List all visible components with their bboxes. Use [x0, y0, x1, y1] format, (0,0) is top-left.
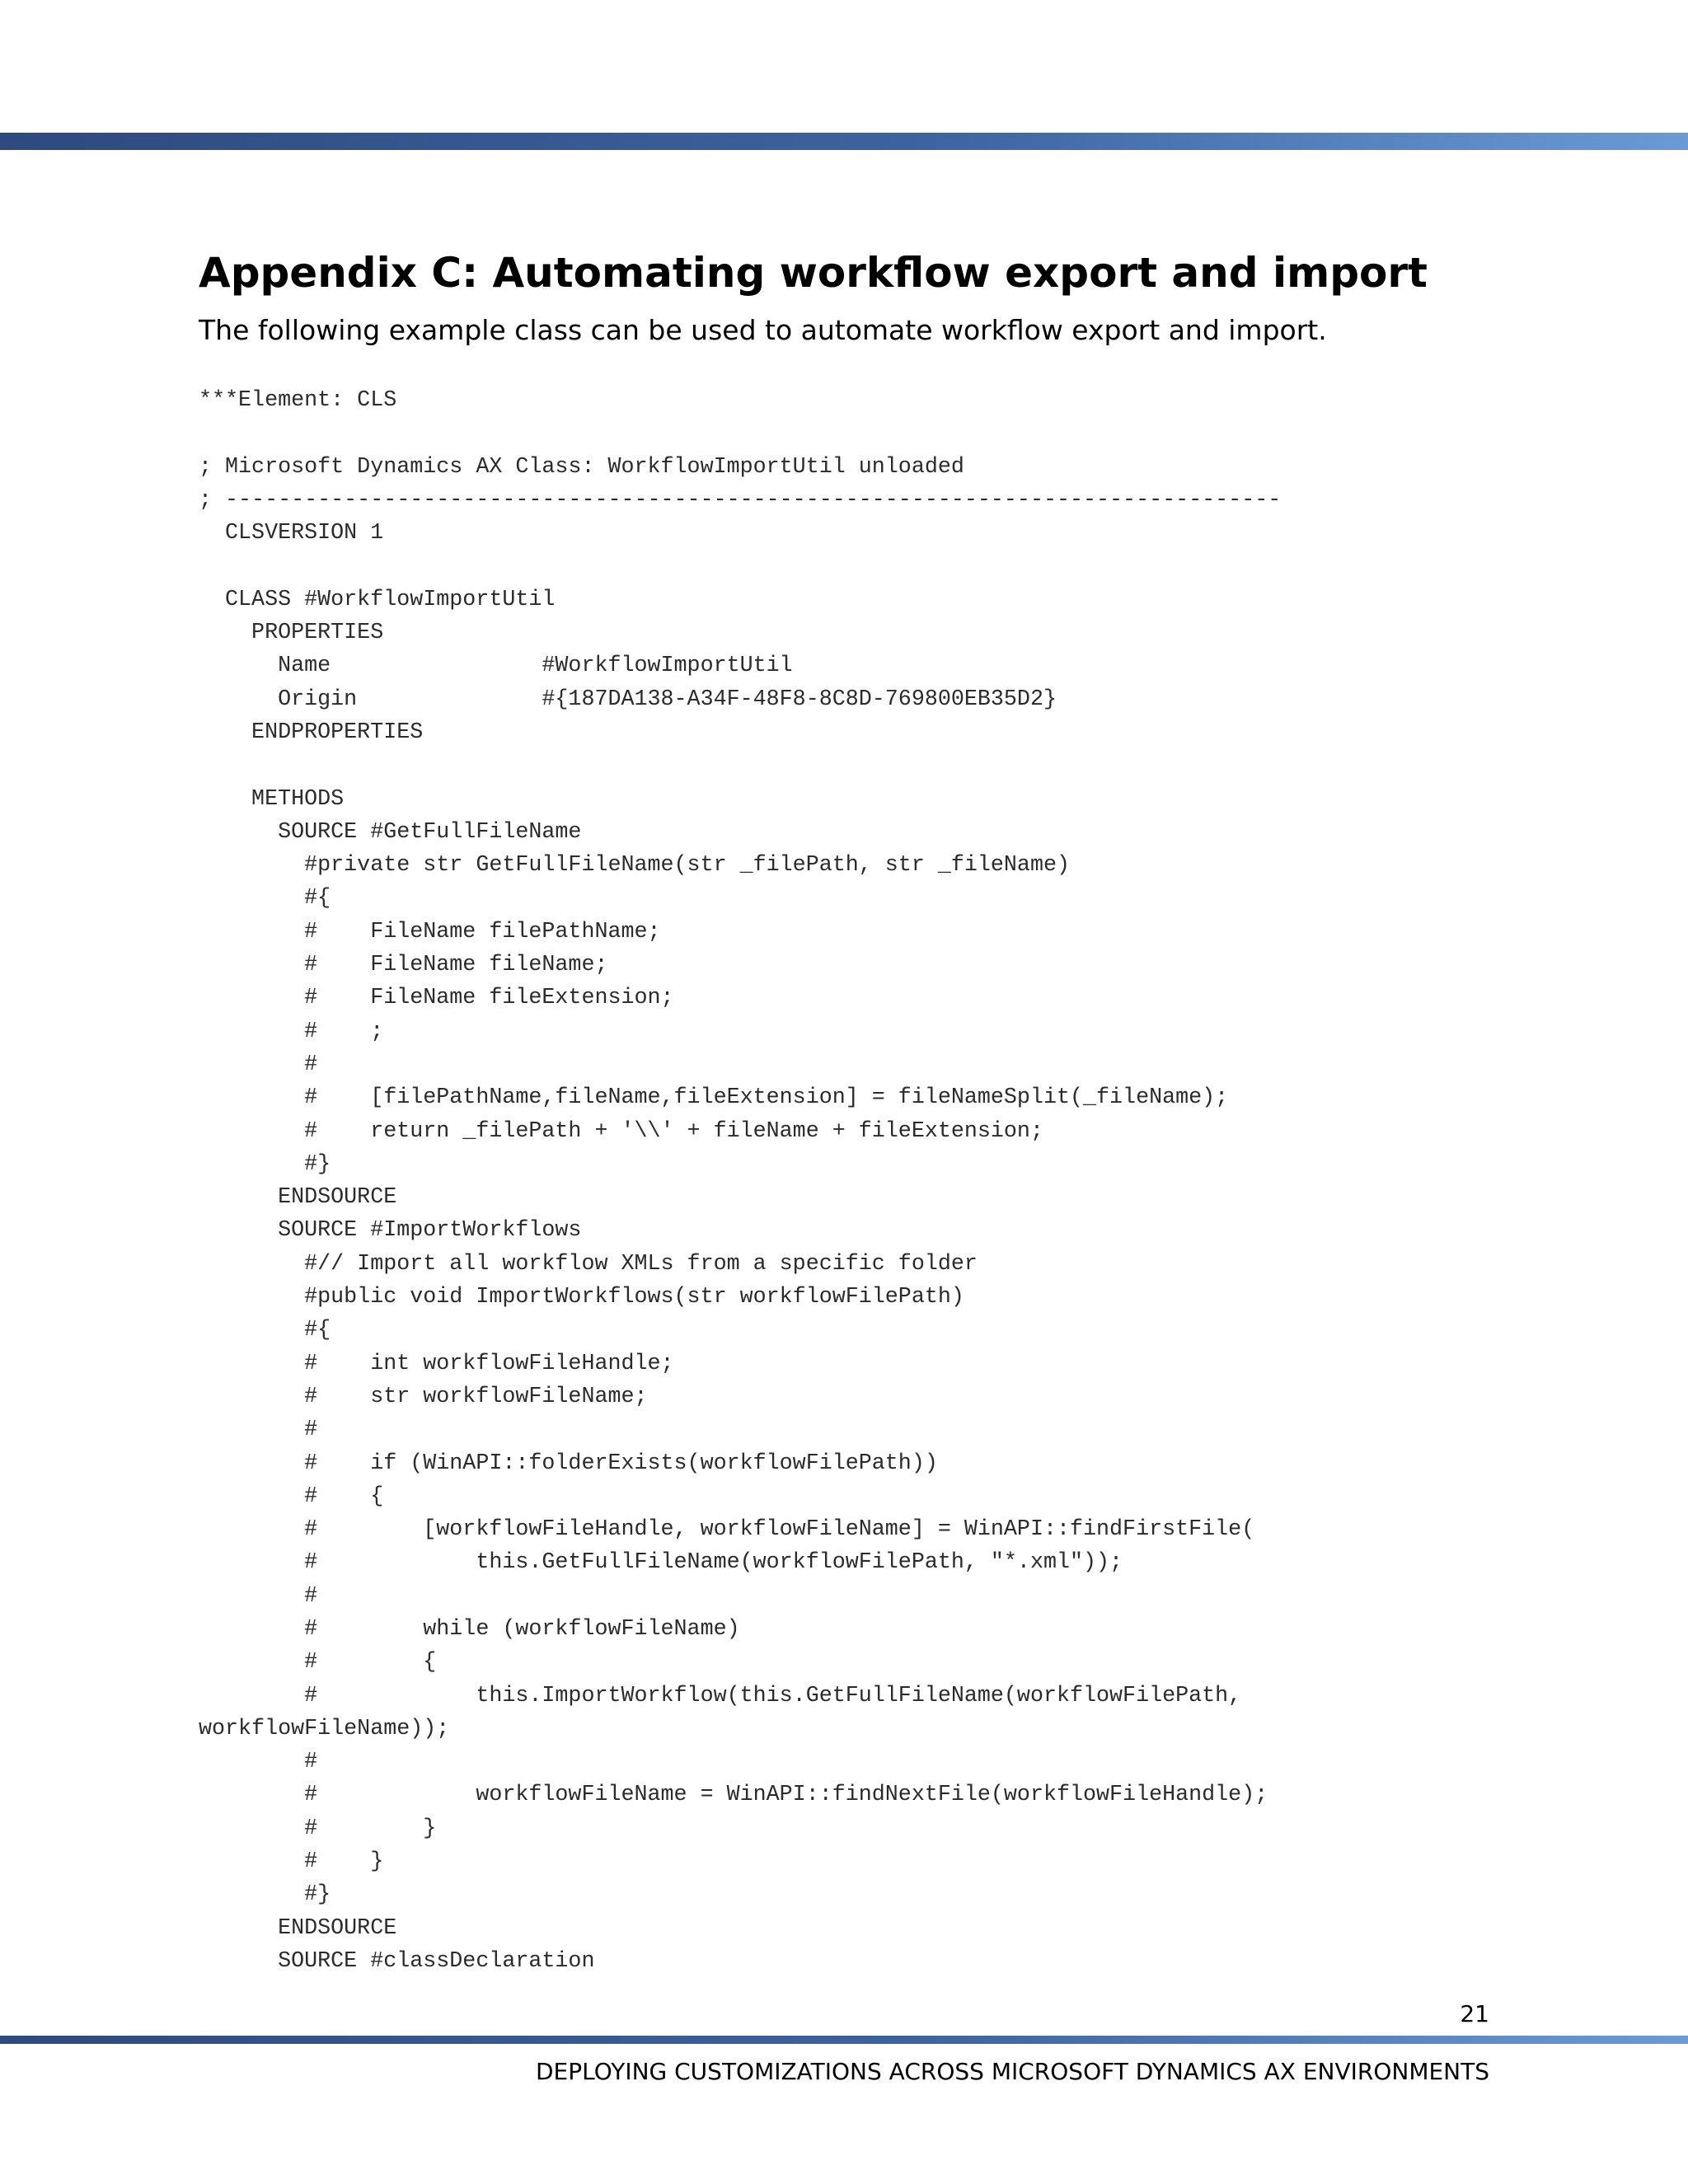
code-line: #public void ImportWorkflows(str workflowFilePath): [199, 1285, 964, 1310]
code-line: ***Element: CLS: [199, 388, 397, 413]
code-line: ENDSOURCE: [199, 1185, 397, 1211]
code-line: # [workflowFileHandle, workflowFileName] = WinAPI::findFirstFile(: [199, 1517, 1255, 1543]
code-line: #}: [199, 1151, 331, 1177]
header-rule: [0, 133, 1688, 150]
intro-paragraph: The following example class can be used to automate workflow export and import.: [199, 314, 1327, 346]
code-line: #{: [199, 886, 331, 912]
code-line: Name #WorkflowImportUtil: [199, 654, 793, 679]
code-line: SOURCE #GetFullFileName: [199, 819, 582, 845]
code-line: # return _filePath + '\\' + fileName + fileExtension;: [199, 1118, 1043, 1144]
page-title: Appendix C: Automating workflow export and import: [199, 249, 1428, 297]
code-line: [199, 417, 1281, 450]
code-line: # FileName fileExtension;: [199, 986, 674, 1011]
code-line: ; --------------------------------------------------------------------------------: [199, 487, 1282, 513]
code-line: #: [199, 1052, 318, 1077]
footer-rule: [0, 2036, 1688, 2044]
code-line: # this.GetFullFileName(workflowFilePath, "*.xml"));: [199, 1550, 1123, 1576]
code-line: PROPERTIES: [199, 621, 384, 646]
page-number: 21: [1460, 2000, 1489, 2027]
code-listing: [199, 384, 1281, 1978]
code-line: #: [199, 1418, 318, 1443]
code-line: #private str GetFullFileName(str _filePath, str _fileName): [199, 853, 1070, 879]
code-line: # }: [199, 1816, 437, 1841]
code-line: # int workflowFileHandle;: [199, 1351, 674, 1376]
code-line: # workflowFileName = WinAPI::findNextFile(workflowFileHandle);: [199, 1783, 1268, 1808]
code-line: # while (workflowFileName): [199, 1616, 740, 1642]
code-line: # FileName filePathName;: [199, 919, 661, 944]
code-line: # this.ImportWorkflow(this.GetFullFileName(workflowFilePath,: [199, 1683, 1242, 1708]
code-line: ENDSOURCE: [199, 1915, 397, 1941]
code-line: #: [199, 1583, 318, 1609]
code-line: #// Import all workflow XMLs from a specific folder: [199, 1251, 978, 1277]
code-line: Origin #{187DA138-A34F-48F8-8C8D-769800EB35D2}: [199, 687, 1057, 712]
code-line: # ;: [199, 1019, 384, 1044]
code-line: #}: [199, 1882, 331, 1908]
code-line: #: [199, 1750, 318, 1775]
code-line: ENDPROPERTIES: [199, 719, 424, 745]
code-line: # {: [199, 1483, 384, 1509]
footer-document-title: DEPLOYING CUSTOMIZATIONS ACROSS MICROSOFT DYNAMICS AX ENVIRONMENTS: [535, 2058, 1489, 2085]
code-line: METHODS: [199, 786, 345, 812]
code-line: [199, 550, 1281, 583]
code-line: # str workflowFileName;: [199, 1384, 648, 1409]
code-line: [199, 749, 1281, 782]
code-line: SOURCE #ImportWorkflows: [199, 1218, 582, 1244]
code-line: CLSVERSION 1: [199, 521, 384, 546]
code-line: # }: [199, 1849, 384, 1875]
code-line: SOURCE #classDeclaration: [199, 1948, 595, 1974]
code-line: # FileName fileName;: [199, 953, 608, 978]
code-line: # {: [199, 1650, 437, 1675]
code-line: workflowFileName));: [199, 1716, 450, 1741]
code-line: #{: [199, 1318, 331, 1343]
code-line: # [filePathName,fileName,fileExtension] = fileNameSplit(_fileName);: [199, 1085, 1229, 1111]
code-line: ; Microsoft Dynamics AX Class: WorkflowImportUtil unloaded: [199, 454, 964, 480]
code-line: CLASS #WorkflowImportUtil: [199, 587, 556, 612]
code-line: # if (WinAPI::folderExists(workflowFilePath)): [199, 1451, 938, 1476]
